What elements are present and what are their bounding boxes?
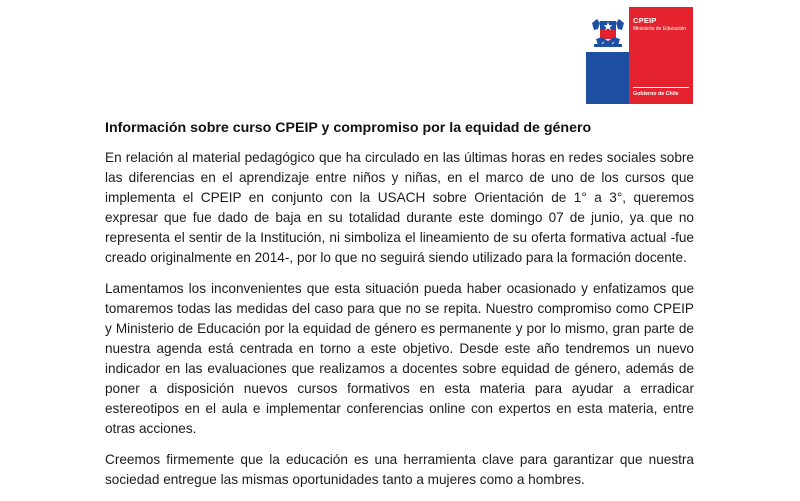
paragraph: En relación al material pedagógico que ha circulado en las últimas horas en redes sociales sobre las diferencias en el aprendizaje entre niños y niñas, en el marco de uno de los cursos que implementa el CPEIP en conjunto con la USACH sobre Orientación de 1° a 3°, queremos expresar que fue dado de baja en su totalidad durante este domingo 07 de junio, ya que no representa el sentir de la Institución, ni simboliza el lineamiento de su oferta formativa actual -fue creado originalmente en 2014-, por lo que no seguirá siendo utilizado para la formación docente. — [105, 150, 694, 265]
logo-government: Gobierno de Chile — [633, 91, 679, 97]
logo-title: CPEIP — [633, 16, 657, 25]
cpeip-logo — [586, 7, 693, 104]
document-title: Información sobre curso CPEIP y compromiso por la equidad de género — [105, 120, 592, 136]
paragraph: Creemos firmemente que la educación es una herramienta clave para garantizar que nuestra sociedad entregue las mismas oportunidades tanto a mujeres como a hombres. — [105, 452, 694, 487]
logo-subtitle: Ministerio de Educación — [633, 26, 687, 32]
paragraph: Lamentamos los inconvenientes que esta situación pueda haber ocasionado y enfatizamos que tomaremos todas las medidas del caso para que no se repita. Nuestro compromiso como CPEIP y Ministerio de Educación por la equidad de género es permanente y por lo mismo, gran parte de nuestra agenda está centrada en torno a este objetivo. Desde este año tendremos un nuevo indicador en las evaluaciones que realizamos a docentes sobre equidad de género, además de poner a disposición nuevos cursos formativos en esta materia para ayudar a erradicar estereotipos en el aula e implementar conferencias online con expertos en esta materia, entre otras acciones. — [105, 281, 694, 436]
coat-of-arms-icon — [588, 15, 628, 49]
document-body — [105, 118, 694, 501]
logo-red-panel — [629, 7, 693, 104]
logo-divider — [633, 87, 689, 88]
logo-blue-panel — [586, 7, 629, 104]
